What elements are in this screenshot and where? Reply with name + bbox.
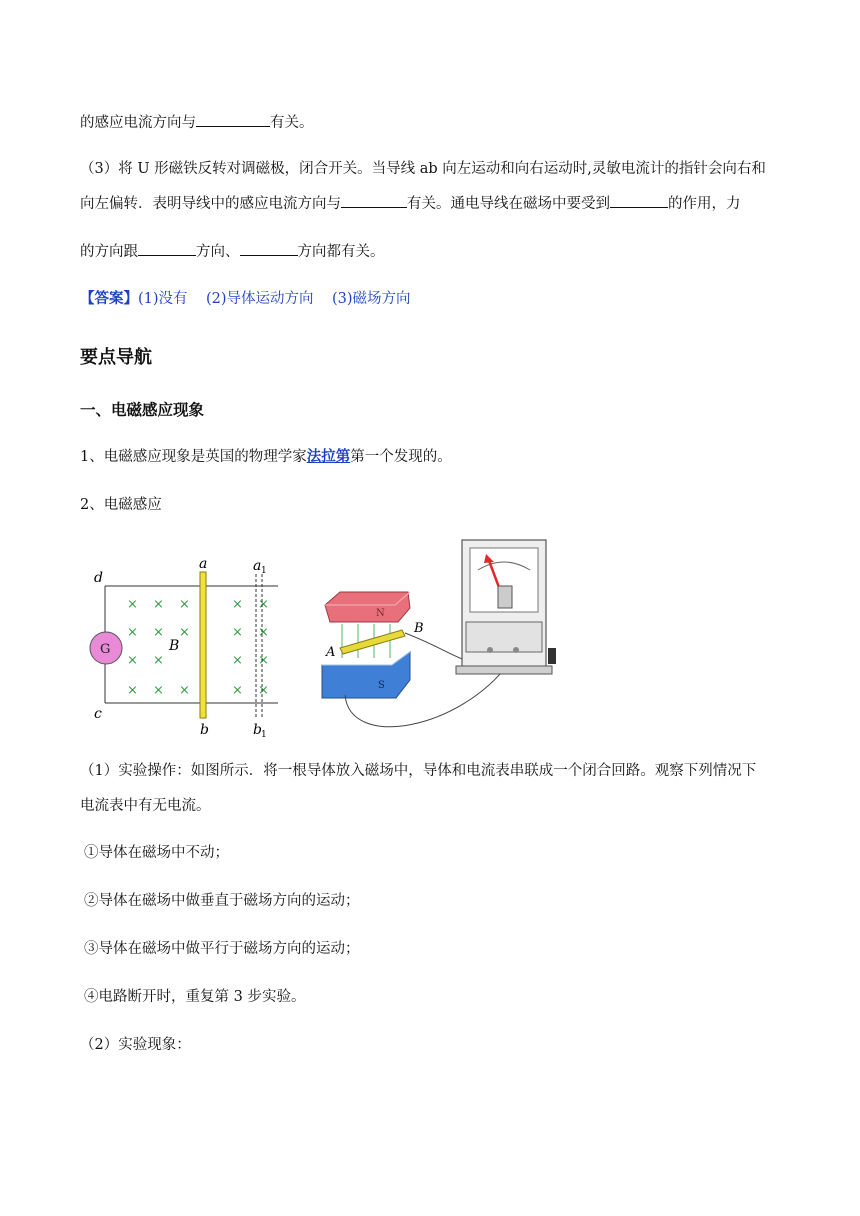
svg-text:×: ×: [127, 653, 138, 668]
q3-line1: （3）将 U 形磁铁反转对调磁极，闭合开关。当导线 ab 向左运动和向右运动时,灵敏电流计的指针会向右和: [80, 161, 766, 177]
op-line1: （1）实验操作：如图所示．将一根导体放入磁场中，导体和电流表串联成一个闭合回路。观察下列情况下: [80, 763, 757, 779]
label-b1: b: [253, 722, 262, 738]
label-a1: a: [253, 558, 262, 574]
faraday-link[interactable]: 法拉第: [306, 448, 351, 465]
section-title: 要点导航: [80, 347, 152, 368]
subsection-title: 一、电磁感应现象: [80, 401, 205, 419]
answer-blank[interactable]: [138, 241, 196, 256]
phenomenon-title: （2）实验现象：: [80, 1037, 191, 1053]
magnet-apparatus: [322, 540, 556, 727]
label-b1-subscript: 1: [261, 730, 267, 740]
label-field-b: B: [169, 638, 180, 654]
step-4: ④电路断开时，重复第 3 步实验。: [84, 989, 306, 1005]
q3-line3-text-c: 方向都有关。: [297, 244, 385, 260]
svg-text:×: ×: [258, 683, 269, 698]
label-a1-subscript: 1: [261, 566, 267, 576]
step-3: ③导体在磁场中做平行于磁场方向的运动；: [84, 941, 360, 957]
answer-blank[interactable]: [240, 241, 298, 256]
answer-item-1: (1)没有: [138, 291, 188, 307]
svg-text:×: ×: [179, 625, 190, 640]
label-a-end: A: [326, 645, 336, 660]
label-g: G: [100, 642, 111, 657]
svg-text:×: ×: [258, 597, 269, 612]
svg-text:×: ×: [153, 625, 164, 640]
answer-blank[interactable]: [610, 193, 668, 208]
paragraph-2: 2、电磁感应: [80, 497, 162, 513]
svg-text:×: ×: [153, 653, 164, 668]
label-d: d: [94, 570, 103, 586]
label-a: a: [199, 556, 208, 572]
experiment-figure: [0, 530, 860, 760]
q3-line2-text-b: 有关。通电导线在磁场中要受到: [407, 196, 610, 212]
q2-tail-text: 的感应电流方向与: [80, 115, 196, 131]
svg-text:×: ×: [232, 597, 243, 612]
svg-text:×: ×: [232, 625, 243, 640]
svg-text:×: ×: [232, 683, 243, 698]
svg-text:×: ×: [258, 625, 269, 640]
svg-text:×: ×: [127, 683, 138, 698]
answer-item-3: (3)磁场方向: [331, 291, 411, 307]
q2-tail-line: [80, 112, 314, 133]
step-1: ①导体在磁场中不动；: [84, 845, 229, 861]
p1-after: 第一个发现的。: [350, 449, 452, 465]
svg-text:×: ×: [153, 597, 164, 612]
svg-text:×: ×: [258, 653, 269, 668]
svg-text:×: ×: [179, 683, 190, 698]
label-b: b: [200, 722, 209, 738]
svg-text:×: ×: [153, 683, 164, 698]
answer-line: [80, 289, 411, 309]
q3-line3-text-b: 方向、: [196, 244, 240, 260]
conductor-rod: [200, 572, 206, 718]
answer-blank[interactable]: [341, 193, 407, 208]
p1-text: 1、电磁感应现象是英国的物理学家: [80, 449, 307, 465]
answer-tag: 【答案】: [80, 290, 138, 307]
label-n: N: [376, 608, 385, 619]
svg-text:×: ×: [232, 653, 243, 668]
op-line2: 电流表中有无电流。: [80, 798, 211, 814]
answer-blank[interactable]: [196, 112, 270, 127]
label-b-end: B: [414, 621, 424, 636]
svg-text:×: ×: [127, 597, 138, 612]
magnetic-field-crosses: [127, 597, 269, 698]
label-s: S: [378, 680, 385, 691]
q3-line2-text-c: 的作用，力: [668, 196, 741, 212]
paragraph-1: [80, 447, 452, 467]
q3-line3-text-a: 的方向跟: [80, 244, 138, 260]
answer-item-2: (2)导体运动方向: [205, 291, 314, 307]
label-c: c: [94, 706, 102, 722]
svg-text:×: ×: [127, 625, 138, 640]
q3-line2-text-a: 向左偏转．表明导线中的感应电流方向与: [80, 196, 341, 212]
step-2: ②导体在磁场中做垂直于磁场方向的运动；: [84, 893, 360, 909]
circuit-diagram: [90, 556, 278, 740]
svg-text:×: ×: [179, 597, 190, 612]
q2-tail-after: 有关。: [270, 115, 314, 131]
q3-line3: [80, 241, 385, 262]
q3-line2: [80, 193, 741, 214]
